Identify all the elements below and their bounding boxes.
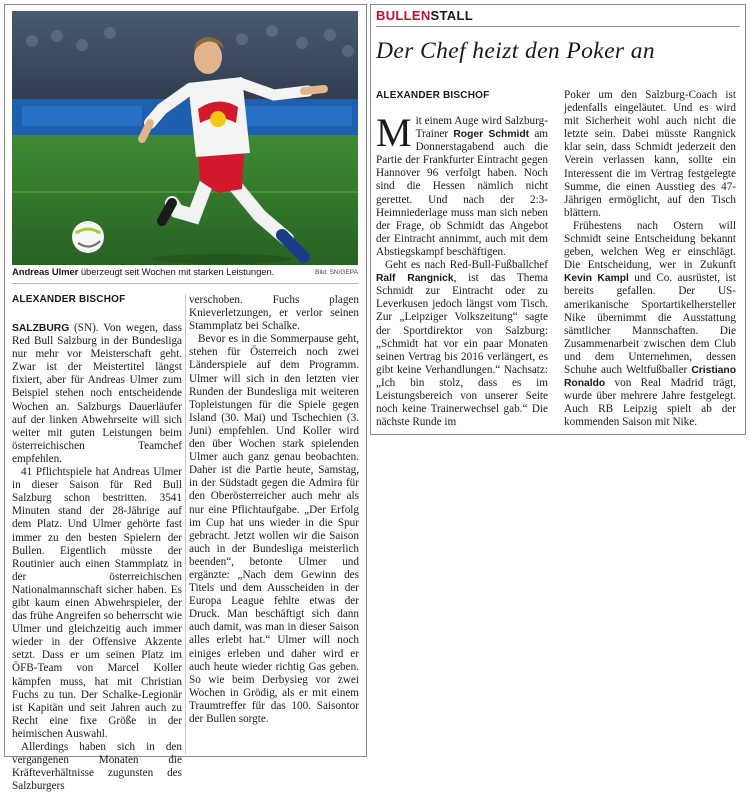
- right-article-column-2: [564, 89, 736, 429]
- paragraph: [12, 322, 182, 466]
- name-highlight: Ralf Rangnick: [376, 273, 454, 285]
- kicker-divider: [376, 26, 740, 27]
- paragraph: Poker um den Salzburg-Coach ist jedenfalls eingeläutet. Und es wird mit Sicherheit wohl auch nicht die letzte sein. Dabei müsste Rangnick klar sein, dass Schmidt jederzeit den Verein verlassen kann, sollte ein Interessent die im Vertrag festgelegte Summe, die einen Ausstieg des 47-Jährigen ermöglicht, auf den Tisch blättern.: [564, 89, 736, 219]
- paragraph: verschoben. Fuchs plagen Knieverletzungen, er verlor seinen Stammplatz bei Schalke.: [189, 294, 359, 333]
- left-article-column-2: [189, 294, 359, 726]
- section-kicker: [376, 8, 473, 23]
- kicker-red-part: BULLEN: [376, 8, 431, 23]
- caption-body: überzeugt seit Wochen mit starken Leistungen.: [78, 267, 275, 278]
- paragraph: [564, 220, 736, 430]
- paragraph: [376, 259, 548, 429]
- paragraph-text: (SN). Von wegen, dass Red Bull Salzburg in der Bundesliga nur mehr vor Meisterschaft geht. Zwar ist der Meistertitel längst fixiert, aber für Andreas Ulmer zum Beispiel stehen noch entscheidende Wochen an. Salzburgs Dauerläufer auf der linken Abwehrseite will sich weiter mit guten Leistungen beim österreichischen Teamchef empfehlen.: [12, 322, 182, 465]
- left-article-author: ALEXANDER BISCHOF: [12, 294, 126, 305]
- photo-credit: Bild: SN/GEPA: [315, 269, 358, 276]
- headline: Der Chef heizt den Poker an: [376, 38, 656, 64]
- name-highlight: Cristiano Ronaldo: [564, 364, 736, 390]
- paragraph-text: am Donnerstagabend auch die Partie der Frankfurter Eintracht gegen Hannover 96 verfolgt haben. Noch sind die Hessen nämlich nicht gerettet. Und nach der 2:3-Heimniederlage muss man sich neben der Frage, ob Schmidt das Angebot der Eintracht annimmt, auch mit dem Abstiegskampf beschäftigen.: [376, 128, 549, 258]
- dateline: SALZBURG: [12, 323, 70, 334]
- right-article-column-1: [376, 110, 549, 429]
- column-divider: [185, 294, 186, 754]
- paragraph: Allerdings haben sich in den vergangenen Monaten die Kräfteverhältnisse zugunsten des Salzburgers: [12, 741, 182, 793]
- paragraph: Bevor es in die Sommerpause geht, stehen für Österreich noch zwei Länderspiele auf dem Programm. Ulmer will sich in den letzten vier Runden der Bundesliga mit weiteren Topleistungen für die Spiele gegen Island (30. Mai) und Tschechien (3. Juni) empfehlen. Und Koller wird den über Wochen stark spielenden Ulmer auch ganz genau beobachten. Daher ist die Partie heute, Samstag, in der Südstadt gegen die Admira für den Oberösterreicher auch mehr als nur eine Pflichtaufgabe. „Der Erfolg im Cup hat uns wieder in die Spur gebracht. Jetzt wollen wir die Saison auch in der Bundesliga meisterlich beenden“, betonte Ulmer und ergänzte: „Nach dem Gewinn des Titels und dem Ausscheiden in der Europa League fehlte etwas der Druck. Man beschäftigt sich dann auch damit, was man in dieser Saison alles erlebt hat.“ Ulmer will noch einiges erleben und daher wird er auch heute wieder richtig Gas geben. So wie beim Derbysieg vor zwei Wochen in Grödig, als er mit einem Traumtreffer für das 100. Saisontor der Bullen sorgte.: [189, 333, 359, 725]
- kicker-dark-part: STALL: [430, 8, 473, 23]
- paragraph-text: Geht es nach Red-Bull-Fußballchef: [385, 259, 548, 272]
- name-highlight: Kevin Kampl: [564, 273, 629, 285]
- photo-caption: [12, 266, 358, 280]
- article-photo: [12, 11, 358, 265]
- paragraph-text: von Real Madrid trägt, wurde über mehrere Jahre festgelegt. Auch RB Leipzig spielt ab der kommenden Saison mit Nike.: [564, 377, 736, 429]
- left-article-column-1: [12, 322, 182, 793]
- paragraph-text: it einem Auge wird Salzburg-Trainer: [415, 115, 548, 141]
- caption-player-name: Andreas Ulmer: [12, 267, 79, 278]
- drop-cap: M: [376, 110, 412, 155]
- caption-text: [12, 267, 274, 278]
- right-article-author: ALEXANDER BISCHOF: [376, 90, 490, 101]
- caption-divider: [12, 283, 358, 284]
- football-player-image: [12, 11, 358, 265]
- paragraph-text: Frühestens nach Ostern will Schmidt seine Entscheidung bekannt geben, welchen Weg er einschlägt. Die Entscheidung, wer in Zukunft: [564, 219, 736, 272]
- name-highlight: Roger Schmidt: [453, 129, 530, 141]
- paragraph-text: , ist das Thema Schmidt zur Eintracht oder zu Leverkusen jedoch längst vom Tisch. Zur „Leipziger Volkszeitung“ sagte der Sportdirektor von Salzburg: „Schmidt hat vor ein paar Monaten seinen Vertrag bis 2016 verlängert, es gibt keine Verhandlungen.“ Nachsatz: „Ich bin stolz, dass es im Leistungsbereich von unserer Seite noch keine Trainerwechsel gab.“ Die nächste Runde im: [376, 272, 548, 429]
- paragraph: 41 Pflichtspiele hat Andreas Ulmer in dieser Saison für Red Bull Salzburg schon bestritten. 3541 Minuten stand der 28-Jährige auf dem Platz. Und Ulmer gehörte fast immer zu den besten Spielern der Bullen. Eigentlich müsste der Routinier auch einen Stammplatz in der österreichischen Nationalmannschaft sicher haben. Es gibt kaum einen Abwehrspieler, der das frühe Angreifen so beherrscht wie Ulmer und gleichzeitig auch immer wieder in der Offensive Akzente setzt. Dass er um seinen Platz im ÖFB-Team von Marcel Koller kämpfen muss, hat mit Christian Fuchs zu tun. Der Schalke-Legionär ist Kapitän und seit Jahren auch zu Recht eine fixe Größe in der heimischen Auswahl.: [12, 466, 182, 740]
- paragraph: [376, 110, 549, 259]
- paragraph-text: und Co. ausrüstet, ist bereits gefallen. Der US-amerikanische Sportartikelhersteller Nike übernimmt die Ausstattung sämtlicher Mannschaften. Die Zusammenarbeit zwischen dem Club und dem Unternehmen, dessen Schuhe auch Weltfußballer: [564, 272, 736, 376]
